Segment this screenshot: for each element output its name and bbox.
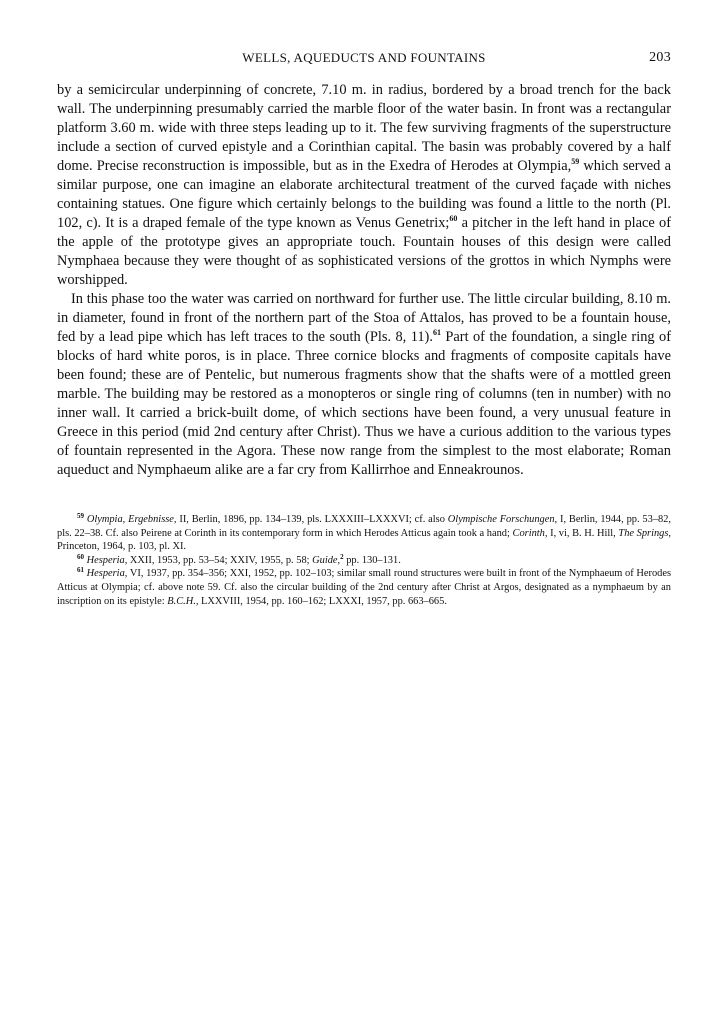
p2-text-b: Part of the foundation, a single ring of blocks of hard white poros, is in place. Three cornice blocks and fragments of composite capitals have been found; these are of Pentelic, but numerous fragments show that the shafts were of a mottled green marble. The building may be restored as a monopteros or single ring of columns (ten in number) with no inner wall. It carried a brick-built dome, of which sections have been found, a very unusual feature in Greece in this period (mid 2nd century after Christ). Thus we have a curious addition to the various types of fountain represented in the Agora. These now range from the simplest to the most elaborate; Roman aqueduct and Nymphaeum alike are a far cry from Kallirrhoe and Enneakrounos.: [57, 329, 671, 478]
footnote-text: LXXVIII, 1954, pp. 160–162; LXXXI, 1957, pp. 663–665.: [198, 595, 447, 607]
footnote-italic: The Springs,: [618, 527, 671, 539]
running-head: [57, 50, 671, 70]
footnote-italic: Hesperia,: [86, 554, 128, 566]
footnotes: [57, 513, 671, 608]
footnote-ref-59: 59: [571, 157, 580, 166]
footnote-text: Princeton, 1964, p. 103, pl. XI.: [57, 541, 187, 553]
footnote-text: pp. 130–131.: [343, 554, 401, 566]
running-title: WELLS, AQUEDUCTS AND FOUNTAINS: [242, 50, 486, 65]
footnote-ref-61: 61: [432, 328, 441, 337]
footnote-ref-60: 60: [449, 214, 458, 223]
body-text: [57, 81, 671, 480]
footnote-italic: Corinth,: [512, 527, 548, 539]
footnote-text: XXII, 1953, pp. 53–54; XXIV, 1955, p. 58;: [127, 554, 313, 566]
page-number: 203: [649, 50, 671, 65]
footnote-number: 61: [77, 566, 84, 575]
footnote-italic: Hesperia,: [86, 568, 128, 580]
p1-text-b: which served a similar purpose, one can imagine an elaborate architectural treatment of the curved façade with niches containing statues. One figure which certainly belongs to the building was found a little to the north (Pl. 102, c). It is a draped female of the type known as Venus Genetrix;: [57, 158, 671, 231]
footnote-number: 60: [77, 552, 84, 561]
p1-text-c: a pitcher in the left hand in place of the apple of the prototype gives an appropriate touch. Fountain houses of this design were called Nymphaea because they were thought of as sophisticated versions of the grottos in which Nymphs were worshipped.: [57, 215, 671, 288]
footnote-text: VI, 1937, pp. 354–356; XXI, 1952, pp. 102–103; similar small round structures were built in front of the Nymphaeum of Herodes Atticus at Olympia; cf. above note 59. Cf. also the circular building of the 2nd century after Christ at Argos, designated as a nymphaeum by an inscription on its epistyle:: [57, 568, 671, 607]
paragraph-2: [57, 290, 671, 480]
footnote-italic: Olympische Forschungen,: [447, 514, 558, 525]
p2-text-a: In this phase too the water was carried on northward for further use. The little circular building, 8.10 m. in diameter, found in front of the northern part of the Stoa of Attalos, has proved to be a fountain house, fed by a lead pipe which has left traces to the south (Pls. 8, 11).: [57, 291, 671, 345]
footnote-italic: Olympia, Ergebnisse,: [86, 514, 177, 525]
footnote-59: [57, 513, 671, 554]
footnote-text: II, Berlin, 1896, pp. 134–139, pls. LXXXIII–LXXXVI; cf. also: [176, 514, 448, 525]
paragraph-1: [57, 81, 671, 290]
footnote-60: [57, 554, 671, 568]
footnote-italic: B.C.H.,: [167, 595, 199, 607]
footnote-number: 59: [77, 512, 84, 520]
footnote-text: I, vi, B. H. Hill,: [547, 527, 619, 539]
footnote-italic: Guide,: [312, 554, 341, 566]
footnote-text: I, Berlin, 1944, pp. 53–82, pls. 22–38. Cf. also Peirene at Corinth in its contemporary form in which Herodes Atticus again took a hand;: [57, 514, 672, 539]
footnote-61: [57, 567, 671, 608]
edition-superscript: 2: [340, 552, 344, 561]
p1-text-a: by a semicircular underpinning of concrete, 7.10 m. in radius, bordered by a broad trench for the back wall. The underpinning presumably carried the marble floor of the water basin. In front was a rectangular platform 3.60 m. wide with three steps leading up to it. The few surviving fragments of the superstructure include a section of curved epistyle and a Corinthian capital. The basin was probably covered by a half dome. Precise reconstruction is impossible, but as in the Exedra of Herodes at Olympia,: [57, 82, 671, 174]
